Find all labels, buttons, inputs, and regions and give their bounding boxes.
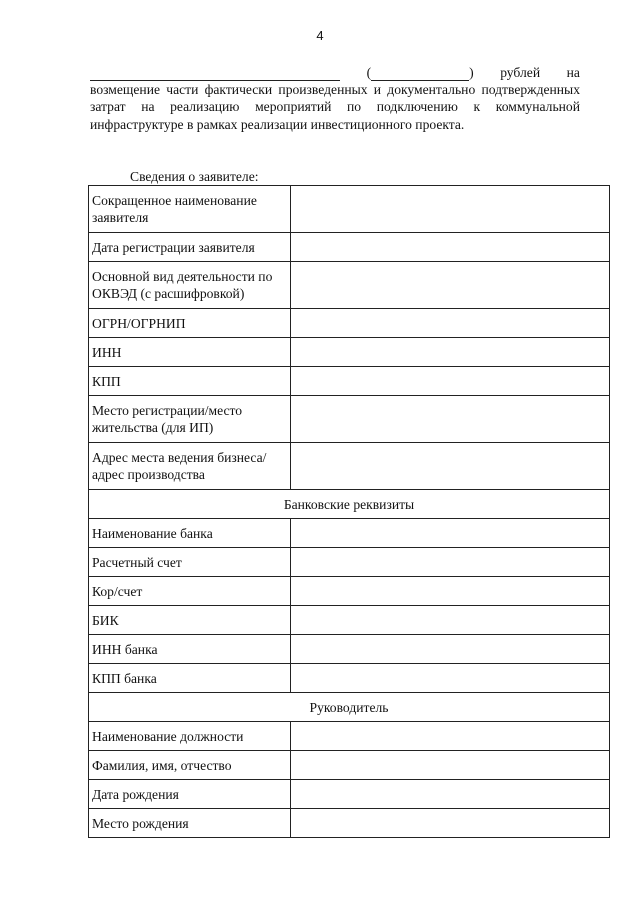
table-row [89,233,610,262]
row-value-field[interactable] [291,722,610,751]
currency-word: рублей [500,65,541,80]
row-label: КПП [89,367,291,396]
intro-first-line [90,64,580,81]
applicant-form-table [88,185,610,838]
row-label: ИНН банка [89,635,291,664]
row-value-field[interactable] [291,780,610,809]
row-value-field[interactable] [291,186,610,233]
table-row [89,367,610,396]
row-label: Расчетный счет [89,548,291,577]
table-row [89,309,610,338]
amount-words-blank[interactable] [90,66,340,81]
row-value-field[interactable] [291,635,610,664]
table-row [89,722,610,751]
table-row [89,751,610,780]
table-row [89,548,610,577]
row-label: КПП банка [89,664,291,693]
paren-open: ( [366,65,372,80]
row-value-field[interactable] [291,262,610,309]
row-label: ИНН [89,338,291,367]
section-header-row [89,490,610,519]
row-label: Кор/счет [89,577,291,606]
head-heading: Руководитель [89,693,610,722]
applicant-info-caption: Сведения о заявителе: [130,169,259,184]
bank-details-heading: Банковские реквизиты [89,490,610,519]
intro-body-text: возмещение части фактически произведенных и документально подтвержденных затрат на реализацию мероприятий по подключению к коммунальной инфраструктуре в рамках реализации инвестиционного проекта. [90,82,580,132]
row-value-field[interactable] [291,809,610,838]
row-value-field[interactable] [291,577,610,606]
row-label: Место регистрации/место жительства (для ИП) [89,396,291,443]
table-row [89,635,610,664]
intro-paragraph [90,64,580,133]
table-row [89,577,610,606]
row-label: Дата рождения [89,780,291,809]
row-label: ОГРН/ОГРНИП [89,309,291,338]
row-value-field[interactable] [291,664,610,693]
table-row [89,186,610,233]
table-row [89,262,610,309]
row-label: Наименование банка [89,519,291,548]
table-row [89,519,610,548]
row-value-field[interactable] [291,443,610,490]
preposition-word: на [566,65,580,80]
table-row [89,443,610,490]
row-label: Дата регистрации заявителя [89,233,291,262]
row-value-field[interactable] [291,606,610,635]
amount-digits-blank[interactable] [371,66,469,81]
row-label: Сокращенное наименование заявителя [89,186,291,233]
table-row [89,606,610,635]
amount-digits-group [367,64,474,81]
row-label: Место рождения [89,809,291,838]
row-label: БИК [89,606,291,635]
page-number: 4 [316,28,324,43]
row-value-field[interactable] [291,367,610,396]
row-label: Основной вид деятельности по ОКВЭД (с расшифровкой) [89,262,291,309]
row-label: Фамилия, имя, отчество [89,751,291,780]
row-value-field[interactable] [291,309,610,338]
row-value-field[interactable] [291,396,610,443]
row-value-field[interactable] [291,751,610,780]
table-row [89,664,610,693]
table-row [89,780,610,809]
row-value-field[interactable] [291,338,610,367]
row-label: Адрес места ведения бизнеса/адрес производства [89,443,291,490]
paren-close: ) [469,65,474,80]
section-header-row [89,693,610,722]
table-row [89,338,610,367]
row-value-field[interactable] [291,519,610,548]
row-value-field[interactable] [291,233,610,262]
table-row [89,396,610,443]
row-value-field[interactable] [291,548,610,577]
row-label: Наименование должности [89,722,291,751]
table-row [89,809,610,838]
